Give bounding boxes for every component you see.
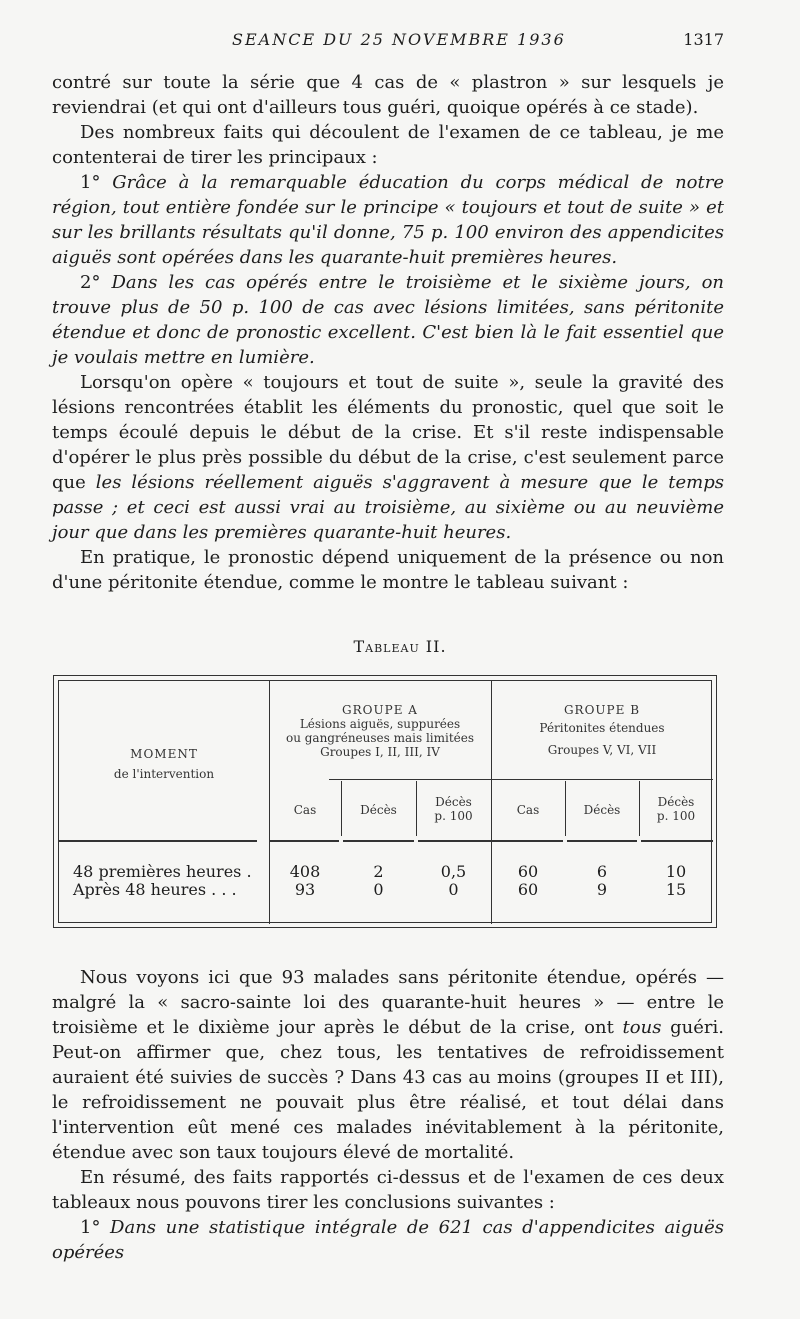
paragraph-point-2	[52, 270, 724, 370]
table-caption: Tableau II.	[353, 637, 447, 656]
divider	[641, 840, 713, 842]
paragraph-point-1	[52, 170, 724, 270]
point-number: 1°	[80, 1217, 101, 1238]
paragraph-conclusion-1	[52, 1215, 724, 1265]
divider	[491, 779, 713, 780]
col-b-cas: Cas	[516, 803, 540, 817]
page-number: 1317	[683, 30, 724, 49]
running-header	[52, 30, 724, 54]
paragraph: Nous voyons ici que 93 malades sans péritonite étendue, opérés — malgré la « sacro-sainte loi des quarante-huit heures » — entre le troisième et le dixième jour après le début de la crise, ont tous guéri. Peut-on affirmer que, chez tous, les tentatives de refroidissement auraient été suivies de succès ? Dans 43 cas au moins (groupes II et III), le refroidissement ne pouvait plus être réalisé, et tout délai dans l'intervention eût mené ces malades inévitablement à la péritonite, étendue avec son taux toujours élevé de mortalité.	[52, 967, 724, 1163]
text-before-table	[52, 70, 724, 595]
point-text: Grâce à la remarquable éducation du corps médical de notre région, tout entière fondée sur le principe « toujours et tout de suite » et sur les brillants résultats qu'il donne, 75 p. 100 environ des appendicites aiguës sont opérées dans les quarante-huit premières heures.	[52, 172, 724, 268]
table-cell: 93	[294, 880, 316, 899]
paragraph: En résumé, des faits rapportés ci-dessus et de l'examen de ces deux tableaux nous pouvons tirer les conclusions suivantes :	[52, 1167, 724, 1213]
point-text: Dans les cas opérés entre le troisième et le sixième jours, on trouve plus de 50 p. 100 de cas avec lésions limitées, sans péritonite étendue et donc de pronostic excellent. C'est bien là le fait essentiel que je voulais mettre en lumière.	[52, 272, 724, 368]
group-a-header: GROUPE A Lésions aiguës, suppurées ou gangréneuses mais limitées Groupes I, II, III, IV	[285, 703, 475, 759]
table-cell: 6	[596, 862, 608, 881]
point-number: 2°	[80, 272, 101, 293]
point-number: 1°	[80, 172, 101, 193]
divider	[418, 840, 491, 842]
table-cell: 60	[517, 880, 539, 899]
paragraph: En pratique, le pronostic dépend uniquement de la présence ou non d'une péritonite étendue, comme le montre le tableau suivant :	[52, 547, 724, 593]
col-a-pct: Décès p. 100	[434, 795, 473, 823]
group-b-header: GROUPE B Péritonites étendues Groupes V, VI, VII	[539, 703, 665, 757]
divider	[269, 840, 339, 842]
results-table	[53, 675, 717, 928]
paragraph: contré sur toute la série que 4 cas de « plastron » sur lesquels je reviendrai (et qui ont d'ailleurs tous guéri, quoique opérés à ce stade).	[52, 72, 724, 118]
divider	[343, 840, 414, 842]
table-cell: 0	[373, 880, 384, 899]
table-cell: 10	[665, 862, 687, 881]
running-title: SEANCE DU 25 NOVEMBRE 1936	[232, 30, 566, 49]
divider	[59, 840, 257, 842]
table-row-label: 48 premières heures .	[73, 862, 252, 881]
divider	[567, 840, 637, 842]
col-a-cas: Cas	[293, 803, 317, 817]
table-cell: 0	[448, 880, 459, 899]
table-cell: 9	[596, 880, 608, 899]
col-b-pct: Décès p. 100	[656, 795, 696, 823]
table-cell: 408	[289, 862, 321, 881]
col-a-deces: Décès	[360, 803, 397, 817]
paragraph: Des nombreux faits qui découlent de l'examen de ce tableau, je me contenterai de tirer les principaux :	[52, 122, 724, 168]
text-after-table	[52, 965, 724, 1265]
moment-header: MOMENT de l'intervention	[113, 747, 215, 781]
divider	[491, 840, 563, 842]
col-b-deces: Décès	[583, 803, 621, 817]
table-cell: 15	[665, 880, 687, 899]
table-cell: 2	[373, 862, 384, 881]
table-cell: 0,5	[440, 862, 467, 881]
point-text: Dans une statistique intégrale de 621 cas d'appendicites aiguës opérées	[52, 1217, 724, 1263]
table-cell: 60	[517, 862, 539, 881]
table-frame	[58, 680, 712, 923]
table-row-label: Après 48 heures . . .	[73, 880, 237, 899]
paragraph: Lorsqu'on opère « toujours et tout de suite », seule la gravité des lésions rencontrées établit les éléments du pronostic, quel que soit le temps écoulé depuis le début de la crise. Et s'il reste indispensable d'opérer le plus près possible du début de la crise, c'est seulement parce que les lésions réellement aiguës s'aggravent à mesure que le temps passe ; et ceci est aussi vrai au troisième, au sixième ou au neuvième jour que dans les premières quarante-huit heures.	[52, 372, 724, 543]
